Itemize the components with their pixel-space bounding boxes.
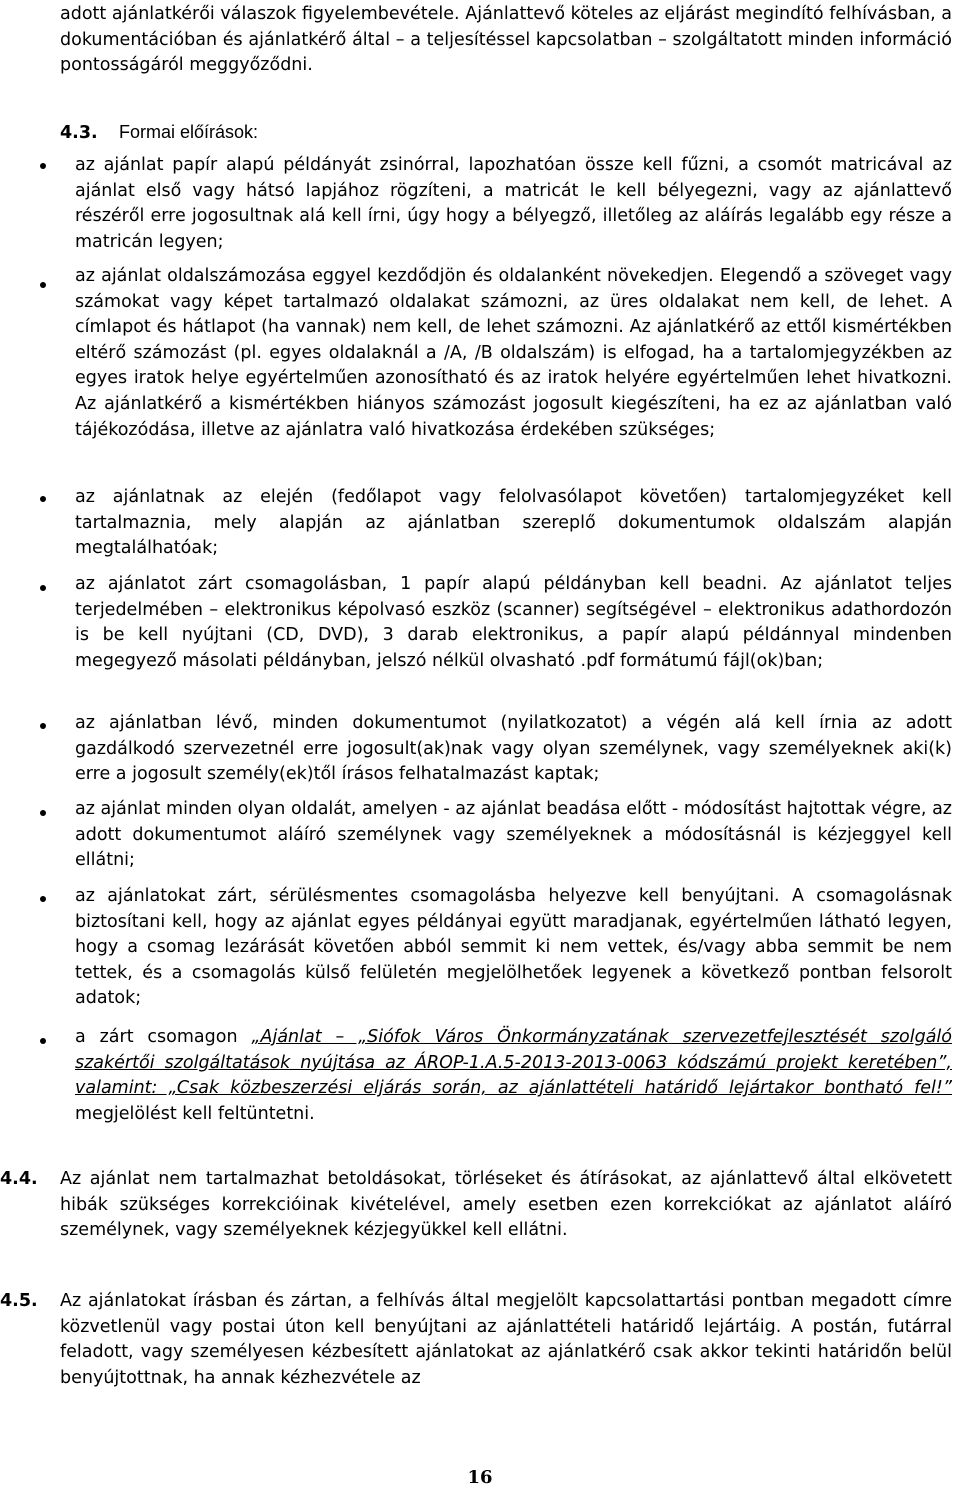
- section-4-4: [0, 1167, 952, 1244]
- section-title: Formai előírások:: [119, 122, 259, 142]
- bullet-icon: [40, 1038, 46, 1044]
- bullet-icon: [40, 282, 46, 288]
- section-text: Az ajánlatokat írásban és zártan, a felhívás által megjelölt kapcsolattartási pontban megadott címre közvetlenül vagy postai úton kell benyújtani az ajánlattételi határidő lejártáig. A postán, futárral feladott, vagy személyesen kézbesített ajánlatokat az ajánlatkérő csak akkor tekinti határidőn belül benyújtottnak, ha annak kézhezvétele az: [60, 1291, 952, 1388]
- package-label-text: „Ajánlat – „Siófok Város Önkormányzatának szervezetfejlesztését szolgáló szakértői szolgáltatások nyújtása az ÁROP-1.A.5-2013-2013-0063 kódszámú projekt keretében”, valamint: „Csak közbeszerzési eljárás során, az ajánlattételi határidő lejártakor bontható fel!”: [75, 1027, 952, 1099]
- list-item: az ajánlatokat zárt, sérülésmentes csomagolásba helyezve kell benyújtani. A csomagolásnak biztosítani kell, hogy az ajánlat egyes példányai együtt maradjanak, egyértelműen látható legyen, hogy a csomag lezárását követően abból semmit ki nem vettek, és/vagy abba semmit be nem tettek, és a csomagolás külső felületén megjelölhetőek legyenek a következő pontban felsorolt adatok;: [75, 886, 952, 1009]
- section-number: 4.3.: [60, 123, 98, 143]
- list-item: az ajánlatnak az elején (fedőlapot vagy felolvasólapot követően) tartalomjegyzéket kell tartalmaznia, mely alapján az ajánlatban szereplő dokumentumok oldalszám alapján megtalálhatóak;: [75, 487, 952, 559]
- list-item: az ajánlatot zárt csomagolásban, 1 papír alapú példányban kell beadni. Az ajánlatot teljes terjedelmében – elektronikus képolvasó eszköz (scanner) segítségével – elektronikus adathordozón is be kell nyújtani (CD, DVD), 3 darab elektronikus, a papír alapú példánnyal mindenben megegyező másolati példányban, jelszó nélkül olvasható .pdf formátumú fájl(ok)ban;: [75, 574, 952, 671]
- bullet-icon: [40, 810, 46, 816]
- section-4-5: [0, 1289, 952, 1391]
- section-4-3-heading: [60, 120, 952, 147]
- list-item: az ajánlat oldalszámozása eggyel kezdődjön és oldalanként növekedjen. Elegendő a szöveget vagy számokat vagy képet tartalmazó oldalakat számozni, az üres oldalakat nem kell, de lehet. A címlapot és hátlapot (ha vannak) nem kell, de lehet számozni. Az ajánlatkérő az ettől kismértékben eltérő számozást (pl. egyes oldalaknál a /A, /B oldalszám) is elfogad, ha a tartalomjegyzékben az egyes iratok helye egyértelműen azonosítható és az iratok helyére egyértelműen lehet hivatkozni. Az ajánlatkérő a kismértékben hiányos számozást jogosult kiegészíteni, ha ez az ajánlatban való tájékozódása, illetve az ajánlatra való hivatkozása érdekében szükséges;: [75, 266, 952, 440]
- intro-paragraph: adott ajánlatkérői válaszok figyelembevétele. Ajánlattevő köteles az eljárást megindító felhívásban, a dokumentációban és ajánlatkérő által – a teljesítéssel kapcsolatban – szolgáltatott minden információ pontosságáról meggyőződni.: [60, 4, 952, 76]
- list-item-text: a zárt csomagon: [75, 1027, 252, 1047]
- list-item-text: megjelölést kell feltüntetni.: [75, 1103, 315, 1124]
- list-item: az ajánlat papír alapú példányát zsinórral, lapozhatóan össze kell fűzni, a csomót matricával az ajánlat első vagy hátsó lapjához rögzíteni, a matricát le kell bélyegezni, vagy az ajánlattevő részéről erre jogosultnak alá kell írni, úgy hogy a bélyegző, illetőleg az aláírás legalább egy része a matricán legyen;: [75, 155, 952, 252]
- section-number: 4.4.: [0, 1169, 38, 1189]
- list-item: [75, 1025, 952, 1127]
- bullet-icon: [40, 496, 46, 502]
- bullet-icon: [40, 723, 46, 729]
- section-number: 4.5.: [0, 1291, 38, 1311]
- list-item: az ajánlatban lévő, minden dokumentumot (nyilatkozatot) a végén alá kell írnia az adott gazdálkodó szervezetnél erre jogosult(ak)nak vagy olyan személynek, vagy személyeknek aki(k) erre a jogosult személy(ek)től írásos felhatalmazást kaptak;: [75, 713, 952, 785]
- list-item: az ajánlat minden olyan oldalát, amelyen - az ajánlat beadása előtt - módosítást hajtottak végre, az adott dokumentumot aláíró személynek vagy személyeknek a módosításnál is kézjeggyel kell ellátni;: [75, 799, 952, 871]
- page-number: 16: [467, 1467, 493, 1488]
- bullet-icon: [40, 585, 46, 591]
- bullet-icon: [40, 896, 46, 902]
- bullet-icon: [40, 163, 46, 169]
- section-text: Az ajánlat nem tartalmazhat betoldásokat, törléseket és átírásokat, az ajánlattevő által elkövetett hibák szükséges korrekcióinak kivételével, amely esetben ezen korrekciókat az ajánlatot aláíró személynek, vagy személyeknek kézjegyükkel kell ellátni.: [60, 1169, 952, 1241]
